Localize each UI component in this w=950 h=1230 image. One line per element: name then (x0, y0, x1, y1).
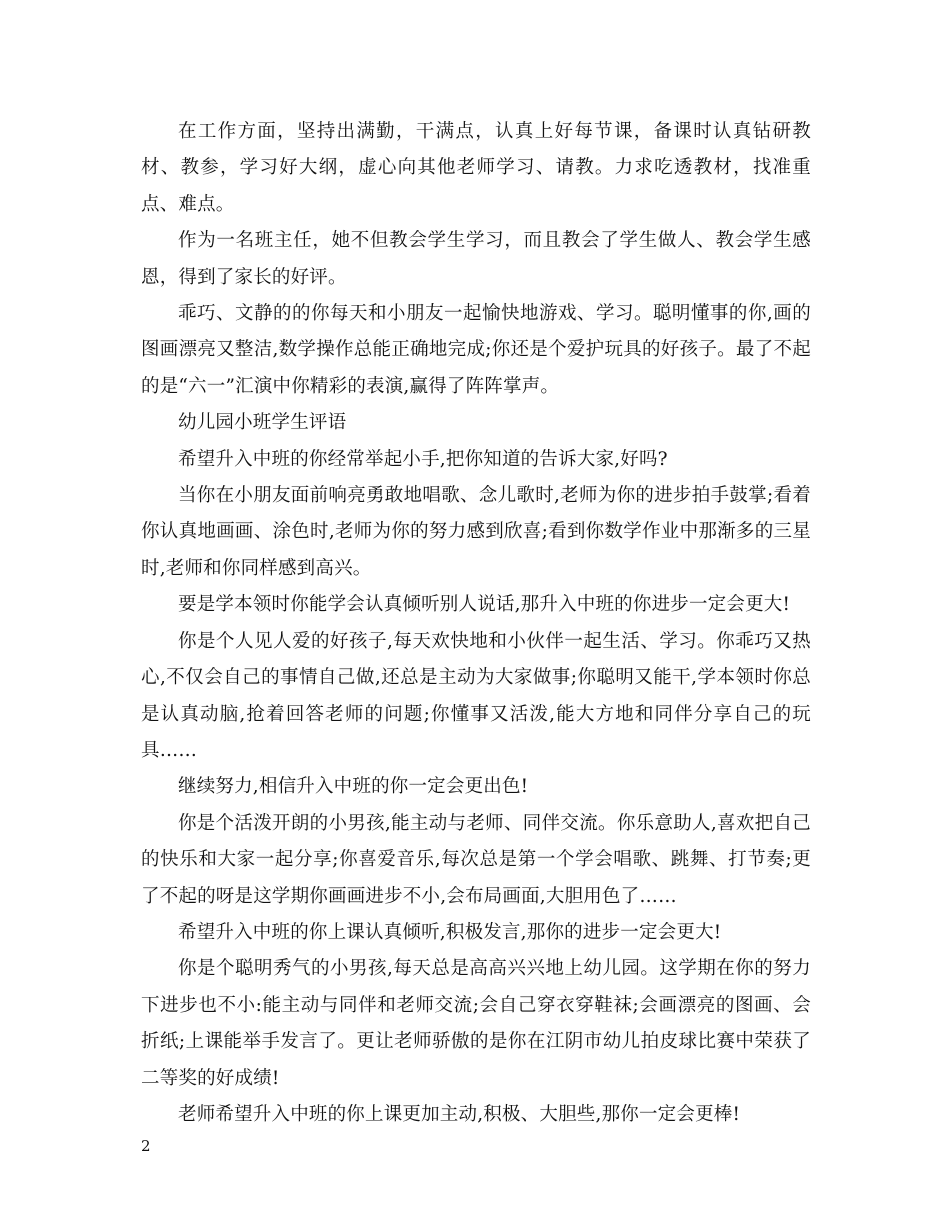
body-text (141, 114, 811, 1133)
paragraph-hope-speak-up: 希望升入中班的你上课认真倾听,积极发言,那你的进步一定会更大! (178, 921, 722, 943)
paragraph-comment-lovable-child: 你是个人见人爱的好孩子,每天欢快地和小伙伴一起生活、学习。你乖巧又热心,不仅会自己的事情自己做,还总是主动为大家做事;你聪明又能干,学本领时你总是认真动脑,抢着回答老师的问题;你懂事又活泼,能大方地和同伴分享自己的玩具…… (141, 630, 811, 761)
paragraph-hope-listening: 要是学本领时你能学会认真倾听别人说话,那升入中班的你进步一定会更大! (178, 594, 791, 616)
paragraph-work-attitude: 在工作方面，坚持出满勤，干满点，认真上好每节课，备课时认真钻研教材、教参，学习好大纲，虚心向其他老师学习、请教。力求吃透教材，找准重点、难点。 (141, 121, 811, 215)
paragraph-comment-quiet-child: 乖巧、文静的的你每天和小朋友一起愉快地游戏、学习。聪明懂事的你,画的图画漂亮又整洁,数学操作总能正确地完成;你还是个爱护玩具的好孩子。最了不起的是“六一”汇演中你精彩的表演,赢得了阵阵掌声。 (141, 303, 811, 397)
paragraph-comment-clever-boy: 你是个聪明秀气的小男孩,每天总是高高兴兴地上幼儿园。这学期在你的努力下进步也不小:能主动与同伴和老师交流;会自己穿衣穿鞋袜;会画漂亮的图画、会折纸;上课能举手发言了。更让老师骄傲的是你在江阴市幼儿拍皮球比赛中荣获了二等奖的好成绩! (141, 958, 811, 1089)
section-heading: 幼儿园小班学生评语 (178, 412, 347, 434)
paragraph-head-teacher: 作为一名班主任，她不但教会学生学习，而且教会了学生做人、教会学生感恩，得到了家长的好评。 (141, 230, 811, 288)
paragraph-comment-lively-boy: 你是个活泼开朗的小男孩,能主动与老师、同伴交流。你乐意助人,喜欢把自己的快乐和大家一起分享;你喜爱音乐,每次总是第一个学会唱歌、跳舞、打节奏;更了不起的呀是这学期你画画进步不小,会布局画面,大胆用色了…… (141, 812, 811, 907)
paragraph-hope-excellence: 继续努力,相信升入中班的你一定会更出色! (178, 776, 529, 798)
paragraph-comment-singing: 当你在小朋友面前响亮勇敢地唱歌、念儿歌时,老师为你的进步拍手鼓掌;看着你认真地画画、涂色时,老师为你的努力感到欣喜;看到你数学作业中那渐多的三星时,老师和你同样感到高兴。 (141, 485, 811, 579)
paragraph-hope-raise-hand: 希望升入中班的你经常举起小手,把你知道的告诉大家,好吗? (178, 448, 668, 470)
page-number: 2 (141, 1137, 151, 1155)
paragraph-hope-more-active: 老师希望升入中班的你上课更加主动,积极、大胆些,那你一定会更棒! (178, 1103, 741, 1125)
